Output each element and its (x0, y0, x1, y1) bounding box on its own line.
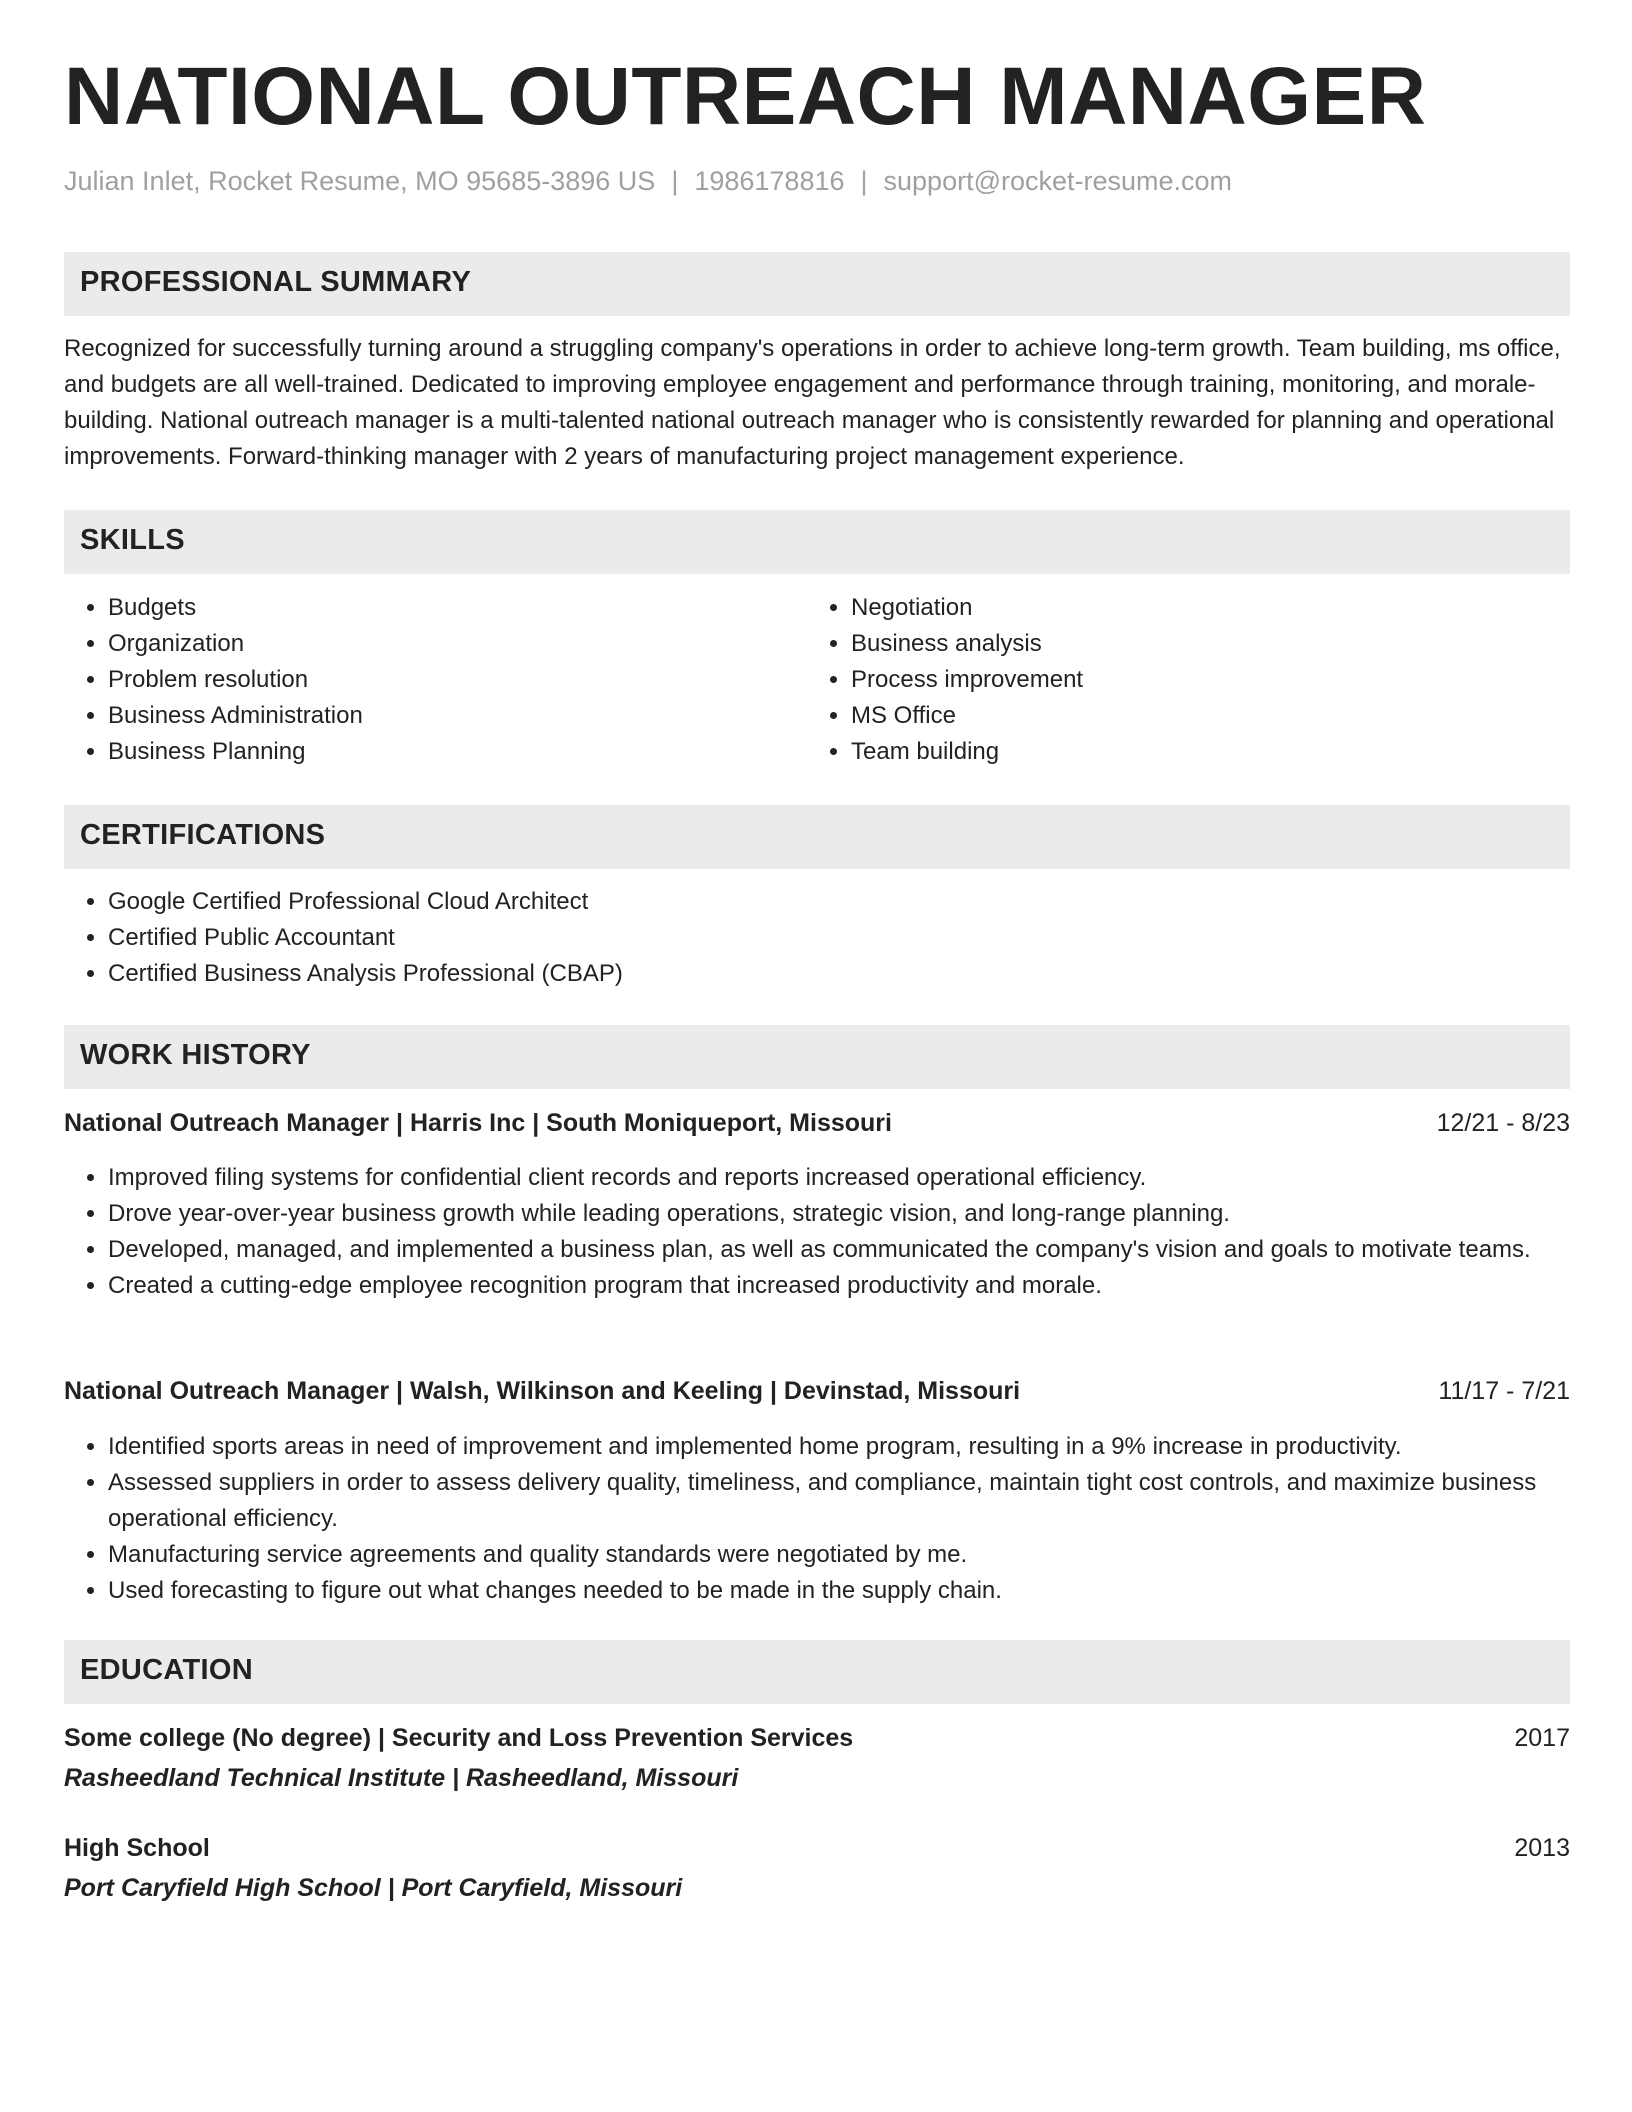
education-degree: Some college (No degree) | Security and Loss Prevention Services (64, 1724, 854, 1752)
skill-item: • Process improvement (851, 662, 1551, 698)
job-bullet: • Assessed suppliers in order to assess delivery quality, timeliness, and compliance, maintain tight cost controls, and maximize business operational efficiency. (108, 1465, 1570, 1537)
work-heading: WORK HISTORY (80, 1039, 311, 1071)
job-bullet: • Developed, managed, and implemented a business plan, as well as communicated the company's vision and goals to motivate teams. (108, 1232, 1570, 1268)
job-bullets (64, 1429, 1570, 1609)
job-title: National Outreach Manager | Harris Inc | South Moniqueport, Missouri (64, 1109, 892, 1137)
skill-item: • Organization (108, 626, 808, 662)
certifications-list (64, 884, 1508, 992)
job-bullet: • Identified sports areas in need of improvement and implemented home program, resulting in a 9% increase in productivity. (108, 1429, 1570, 1465)
contact-separator: | (860, 166, 868, 196)
job-bullet: • Manufacturing service agreements and quality standards were negotiated by me. (108, 1537, 1570, 1573)
contact-line (64, 166, 1232, 197)
contact-address: Julian Inlet, Rocket Resume, MO 95685-3896 US (64, 166, 656, 196)
skill-item: • Problem resolution (108, 662, 808, 698)
resume-title: NATIONAL OUTREACH MANAGER (64, 51, 1427, 142)
job-dates: 12/21 - 8/23 (1436, 1109, 1570, 1137)
skill-item: • Budgets (108, 590, 808, 626)
contact-email: support@rocket-resume.com (883, 166, 1233, 196)
certification-item: • Google Certified Professional Cloud Architect (108, 884, 1508, 920)
job-bullets (64, 1160, 1570, 1304)
contact-phone: 1986178816 (694, 166, 845, 196)
job-bullet: • Used forecasting to figure out what changes needed to be made in the supply chain. (108, 1573, 1570, 1609)
education-year: 2017 (1514, 1724, 1570, 1752)
certifications-section-header (64, 805, 1570, 869)
education-section-header (64, 1640, 1570, 1704)
certifications-heading: CERTIFICATIONS (80, 819, 326, 851)
certification-item: • Certified Business Analysis Professional (CBAP) (108, 956, 1508, 992)
skills-list-left (64, 590, 808, 770)
summary-heading: PROFESSIONAL SUMMARY (80, 266, 472, 298)
contact-separator: | (671, 166, 679, 196)
summary-text: Recognized for successfully turning around a struggling company's operations in order to achieve long-term growth. Team building, ms office, and budgets are all well-trained. Dedicated to improving employee engagement and performance through training, monitoring, and morale-building. National outreach manager is a multi-talented national outreach manager who is consistently rewarded for planning and operational improvements. Forward-thinking manager with 2 years of manufacturing project management experience. (64, 335, 1561, 470)
skills-section-header (64, 510, 1570, 574)
education-degree: High School (64, 1834, 210, 1862)
skill-item: • MS Office (851, 698, 1551, 734)
education-school: Port Caryfield High School | Port Caryfield, Missouri (64, 1874, 683, 1902)
skill-item: • Business Administration (108, 698, 808, 734)
skill-item: • Negotiation (851, 590, 1551, 626)
certification-item: • Certified Public Accountant (108, 920, 1508, 956)
job-bullet: • Drove year-over-year business growth while leading operations, strategic vision, and long-range planning. (108, 1196, 1570, 1232)
skill-item: • Business Planning (108, 734, 808, 770)
skills-heading: SKILLS (80, 524, 185, 556)
skills-list-right (807, 590, 1551, 770)
education-heading: EDUCATION (80, 1654, 253, 1686)
work-section-header (64, 1025, 1570, 1089)
education-school: Rasheedland Technical Institute | Rasheedland, Missouri (64, 1764, 739, 1792)
job-title: National Outreach Manager | Walsh, Wilkinson and Keeling | Devinstad, Missouri (64, 1377, 1021, 1405)
skill-item: • Team building (851, 734, 1551, 770)
skill-item: • Business analysis (851, 626, 1551, 662)
job-dates: 11/17 - 7/21 (1438, 1377, 1570, 1405)
summary-section-header (64, 252, 1570, 316)
job-bullet: • Created a cutting-edge employee recognition program that increased productivity and morale. (108, 1268, 1570, 1304)
education-year: 2013 (1514, 1834, 1570, 1862)
job-bullet: • Improved filing systems for confidential client records and reports increased operational efficiency. (108, 1160, 1570, 1196)
